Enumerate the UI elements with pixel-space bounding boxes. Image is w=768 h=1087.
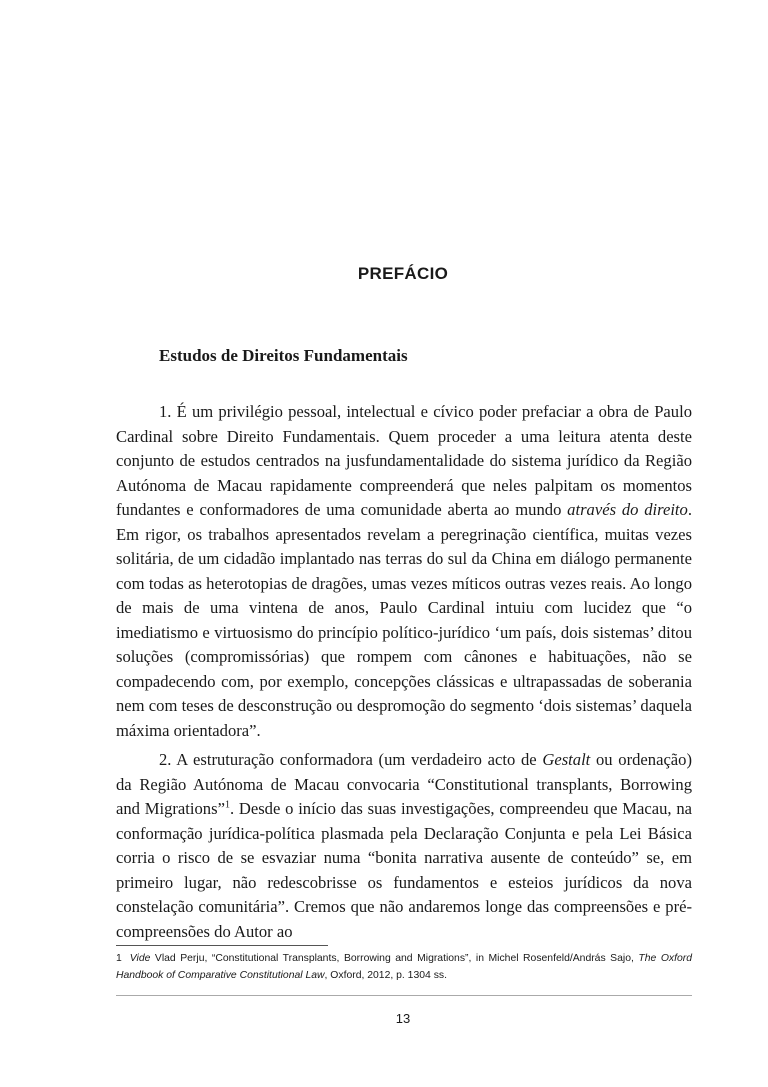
footnote-number: 1 [116,953,122,964]
paragraph-1 [116,400,692,743]
page-title: PREFÁCIO [357,264,449,283]
page-number: 13 [395,1011,411,1026]
paragraph-2-text-b: ou ordenação) da Região Autónoma de Macau convocaria “Constitutional transplants, Borrowing and Migrations” [116,750,692,818]
footnote-reference: 1 [224,799,230,811]
footnote-separator [116,945,328,946]
body-text [116,400,692,949]
paragraph-2-italic: Gestalt [542,750,591,769]
footnote-text-a: Vlad Perju, “Constitutional Transplants, Borrowing and Migrations”, in Michel Rosenfeld/András Sajo, [150,953,639,964]
footnote-italic-vide: Vide [129,953,151,964]
paragraph-2 [116,748,692,944]
footnote-book-title: The Oxford Handbook of Comparative Constitutional Law [116,953,692,981]
footer-divider [116,995,692,996]
paragraph-2-text-a: 2. A estruturação conformadora (um verdadeiro acto de [159,750,543,769]
section-heading: Estudos de Direitos Fundamentais [159,346,408,365]
footnote-text-b: , Oxford, 2012, p. 1304 ss. [324,970,447,981]
paragraph-1-italic: através do direito [567,500,688,519]
footnote [116,950,692,984]
paragraph-1-text-a: 1. É um privilégio pessoal, intelectual e cívico poder prefaciar a obra de Paulo Cardinal sobre Direito Fundamentais. Quem proceder a uma leitura atenta deste conjunto de estudos centrados na jusfundamentalidade do sistema jurídico da Região Autónoma de Macau rapidamente compreenderá que neles palpitam os momentos fundantes e conformadores de uma comunidade aberta ao mundo [116,402,692,519]
paragraph-1-text-b: . Em rigor, os trabalhos apresentados revelam a peregrinação científica, muitas vezes solitária, de um cidadão implantado nas terras do sul da China em diálogo permanente com todas as heterotopias de dragões, umas vezes míticos outras vezes reais. Ao longo de mais de uma vintena de anos, Paulo Cardinal intuiu com lucidez que “o imediatismo e virtuosismo do princípio político-jurídico ‘um país, dois sistemas’ ditou soluções (compromissórias) que rompem com cânones e habituações, não se compadecendo com, por exemplo, concepções clássicas e ultrapassadas de soberania nem com teses de desconstrução ou despromoção do segmento ‘dois sistemas’ daquela máxima orientadora”. [116,500,692,740]
paragraph-2-text-c: . Desde o início das suas investigações, compreendeu que Macau, na conformação jurídica-política plasmada pela Declaração Conjunta e pela Lei Básica corria o risco de se esvaziar numa “bonita narrativa ausente de conteúdo” se, em primeiro lugar, não redescobrisse os fundamentos e esteios jurídicos da nova constelação comunitária”. Cremos que não andaremos longe das compreensões e pré-compreensões do Autor ao [116,799,692,941]
